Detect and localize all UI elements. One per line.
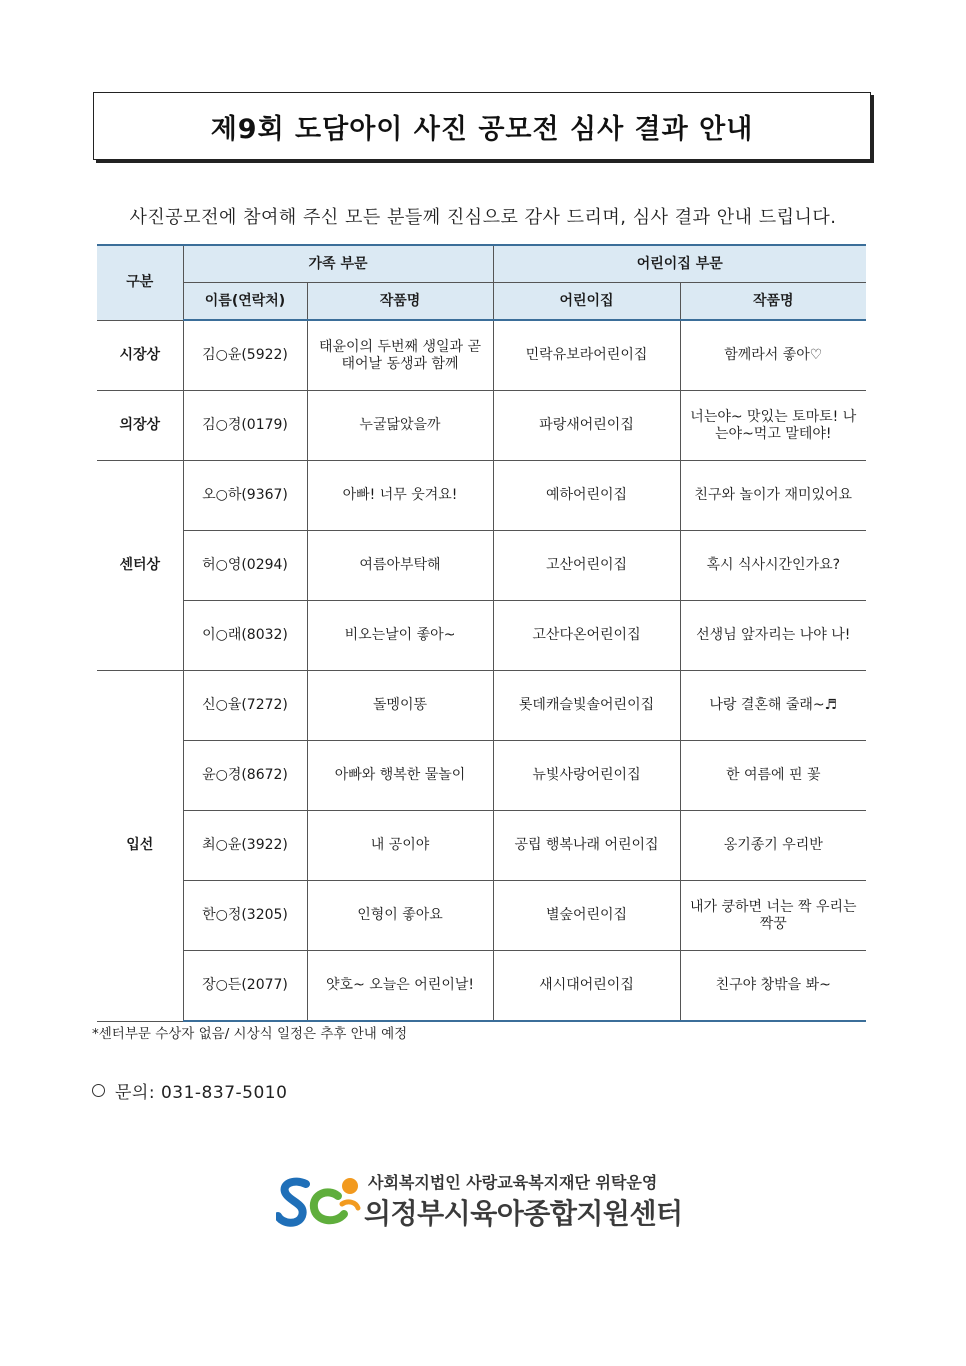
logo-subtitle: 사회복지법인 사랑교육복지재단 위탁운영: [368, 1173, 658, 1192]
name-cell: 오○하(9367): [183, 461, 307, 531]
daycare-work-cell: 한 여름에 핀 꽃: [680, 741, 866, 811]
results-table: [97, 244, 866, 1022]
circle-bullet-icon: [92, 1084, 105, 1097]
daycare-cell: 공립 행복나래 어린이집: [493, 811, 680, 881]
table-row: [97, 531, 866, 601]
header-daycare-name: 어린이집: [493, 283, 680, 321]
category-mayor: 시장상: [97, 320, 183, 391]
work-cell: 비오는날이 좋아~: [307, 601, 493, 671]
daycare-cell: 민락유보라어린이집: [493, 320, 680, 391]
footnote: *센터부문 수상자 없음/ 시상식 일정은 추후 안내 예정: [92, 1026, 408, 1042]
daycare-work-cell: 함께라서 좋아♡: [680, 320, 866, 391]
contact-text: 문의: 031-837-5010: [115, 1083, 288, 1103]
category-entry: 입선: [97, 671, 183, 1022]
daycare-work-cell: 내가 쿵하면 너는 짝 우리는 짝꿍: [680, 881, 866, 951]
name-cell: 허○영(0294): [183, 531, 307, 601]
daycare-work-cell: 옹기종기 우리반: [680, 811, 866, 881]
daycare-work-cell: 선생님 앞자리는 나야 나!: [680, 601, 866, 671]
category-chair: 의장상: [97, 391, 183, 461]
header-daycare: 어린이집 부문: [493, 245, 866, 283]
table-row: [97, 741, 866, 811]
center-logo: [276, 1170, 696, 1230]
name-cell: 최○윤(3922): [183, 811, 307, 881]
name-cell: 이○래(8032): [183, 601, 307, 671]
daycare-work-cell: 나랑 결혼해 줄래~♬: [680, 671, 866, 741]
table-row: [97, 951, 866, 1022]
daycare-cell: 롯데캐슬빛솔어린이집: [493, 671, 680, 741]
daycare-cell: 고산어린이집: [493, 531, 680, 601]
name-cell: 장○든(2077): [183, 951, 307, 1022]
page-title: 제9회 도담아이 사진 공모전 심사 결과 안내: [210, 113, 754, 145]
name-cell: 김○경(0179): [183, 391, 307, 461]
daycare-work-cell: 너는야~ 맛있는 토마토! 나는야~먹고 말테야!: [680, 391, 866, 461]
work-cell: 얏호~ 오늘은 어린이날!: [307, 951, 493, 1022]
contact-line: [92, 1078, 287, 1103]
header-work-title: 작품명: [307, 283, 493, 321]
work-cell: 인형이 좋아요: [307, 881, 493, 951]
name-cell: 윤○경(8672): [183, 741, 307, 811]
header-name-contact: 이름(연락처): [183, 283, 307, 321]
intro-text: 사진공모전에 참여해 주신 모든 분들께 진심으로 감사 드리며, 심사 결과 안내 드립니다.: [129, 207, 837, 228]
daycare-work-cell: 혹시 식사시간인가요?: [680, 531, 866, 601]
daycare-cell: 뉴빛사랑어린이집: [493, 741, 680, 811]
daycare-work-cell: 친구야 창밖을 봐~: [680, 951, 866, 1022]
header-family: 가족 부문: [183, 245, 493, 283]
table-row: [97, 881, 866, 951]
daycare-cell: 새시대어린이집: [493, 951, 680, 1022]
table-row: [97, 391, 866, 461]
work-cell: 아빠! 너무 웃겨요!: [307, 461, 493, 531]
work-cell: 여름아부탁해: [307, 531, 493, 601]
table-row: [97, 811, 866, 881]
table-row: [97, 601, 866, 671]
daycare-work-cell: 친구와 놀이가 재미있어요: [680, 461, 866, 531]
daycare-cell: 예하어린이집: [493, 461, 680, 531]
daycare-cell: 별숲어린이집: [493, 881, 680, 951]
logo-name: 의정부시육아종합지원센터: [364, 1197, 683, 1230]
table-row: [97, 320, 866, 391]
title-box: [93, 92, 871, 160]
work-cell: 태윤이의 두번째 생일과 곧 태어날 동생과 함께: [307, 320, 493, 391]
table-row: [97, 671, 866, 741]
name-cell: 김○윤(5922): [183, 320, 307, 391]
daycare-cell: 고산다온어린이집: [493, 601, 680, 671]
work-cell: 누굴닮았을까: [307, 391, 493, 461]
work-cell: 돌멩이똥: [307, 671, 493, 741]
table-row: [97, 461, 866, 531]
daycare-cell: 파랑새어린이집: [493, 391, 680, 461]
category-center: 센터상: [97, 461, 183, 671]
work-cell: 아빠와 행복한 물놀이: [307, 741, 493, 811]
header-daycare-work-title: 작품명: [680, 283, 866, 321]
header-category: 구분: [97, 245, 183, 320]
name-cell: 신○율(7272): [183, 671, 307, 741]
name-cell: 한○정(3205): [183, 881, 307, 951]
center-logo-icon: [276, 1174, 362, 1230]
work-cell: 내 공이야: [307, 811, 493, 881]
